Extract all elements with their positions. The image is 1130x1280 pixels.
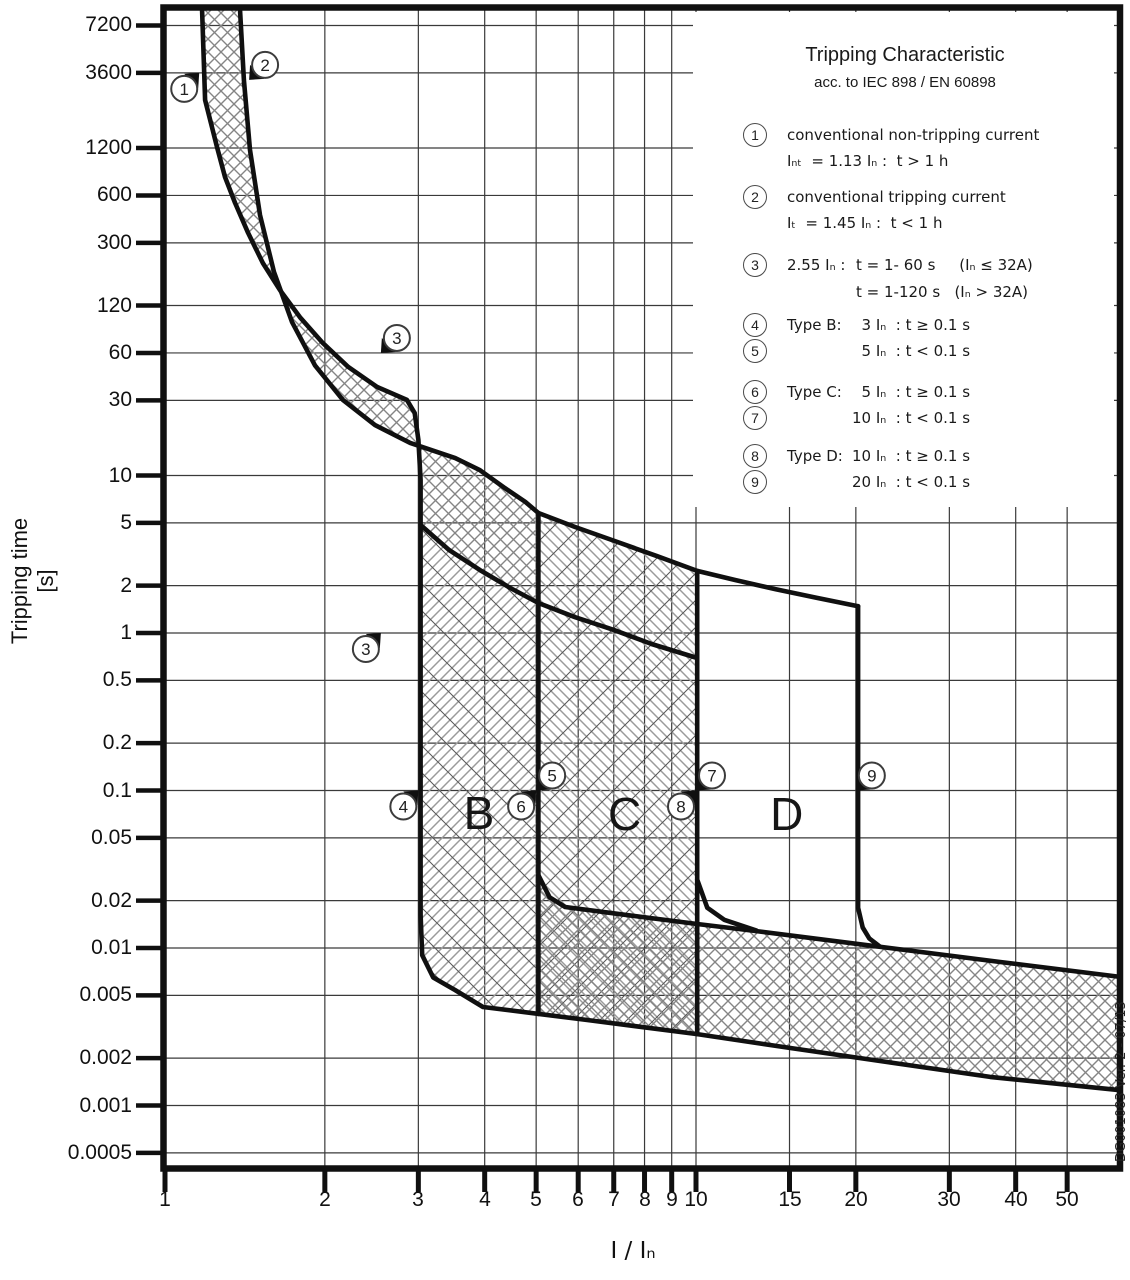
marker-number: 8 bbox=[676, 797, 686, 817]
y-tick-label: 0.2 bbox=[102, 731, 132, 754]
legend-num-6: 6 bbox=[743, 380, 767, 404]
zone-label-B: B bbox=[463, 786, 495, 839]
marker-number: 7 bbox=[707, 766, 717, 786]
legend-num-4: 4 bbox=[743, 313, 767, 337]
y-tick-label: 1 bbox=[120, 621, 132, 644]
legend-item-1-desc: conventional non-tripping current bbox=[787, 126, 1040, 144]
region-zone_b bbox=[421, 525, 539, 1014]
legend-item-8-formula: 10 Iₙ : t ≥ 0.1 s bbox=[852, 447, 971, 465]
y-tick-label: 5 bbox=[120, 511, 132, 534]
legend-num-7: 7 bbox=[743, 406, 767, 430]
x-tick-label: 8 bbox=[639, 1188, 651, 1211]
y-tick-label: 0.5 bbox=[102, 668, 132, 691]
x-tick-label: 9 bbox=[666, 1188, 678, 1211]
marker-4 bbox=[390, 791, 418, 820]
y-axis-title: Tripping time [s] bbox=[7, 517, 58, 645]
y-tick-label: 120 bbox=[96, 294, 132, 317]
legend-item-3-label: 2.55 Iₙ : bbox=[787, 256, 846, 274]
legend-item-3-line2: t = 1-120 s (Iₙ > 32A) bbox=[856, 283, 1029, 301]
marker-number: 1 bbox=[179, 79, 189, 99]
legend-num-5: 5 bbox=[743, 339, 767, 363]
legend-item-6-formula: 5 Iₙ : t ≥ 0.1 s bbox=[852, 383, 971, 401]
legend-item-4-label: Type B: bbox=[787, 316, 842, 334]
marker-number: 3 bbox=[392, 328, 402, 348]
legend-background bbox=[693, 12, 1114, 507]
x-tick-label: 20 bbox=[844, 1188, 868, 1211]
legend-item-8-label: Type D: bbox=[787, 447, 843, 465]
y-tick-label: 3600 bbox=[85, 61, 132, 84]
marker-3 bbox=[381, 325, 410, 353]
x-axis-title: I / Iₙ bbox=[610, 1238, 656, 1264]
x-tick-label: 30 bbox=[937, 1188, 961, 1211]
legend-item-2-desc: conventional tripping current bbox=[787, 188, 1006, 206]
x-tick-label: 3 bbox=[412, 1188, 424, 1211]
legend-num-8: 8 bbox=[743, 444, 767, 468]
legend-item-9-formula: 20 Iₙ : t < 0.1 s bbox=[852, 473, 971, 491]
x-tick-label: 4 bbox=[479, 1188, 491, 1211]
document-version-note: DG001083 Ver. 2 - 07/13 bbox=[1114, 1001, 1129, 1162]
marker-number: 2 bbox=[260, 55, 270, 75]
legend-item-2-formula: Iₜ = 1.45 Iₙ : t < 1 h bbox=[787, 214, 943, 232]
x-tick-label: 2 bbox=[319, 1188, 331, 1211]
marker-3 bbox=[353, 633, 381, 662]
marker-number: 4 bbox=[398, 797, 409, 817]
x-tick-label: 50 bbox=[1055, 1188, 1079, 1211]
legend-subtitle: acc. to IEC 898 / EN 60898 bbox=[814, 74, 996, 91]
legend-item-7-formula: 10 Iₙ : t < 0.1 s bbox=[852, 409, 971, 427]
y-tick-label: 0.001 bbox=[79, 1094, 132, 1117]
x-tick-label: 10 bbox=[684, 1188, 708, 1211]
legend-num-2: 2 bbox=[743, 185, 767, 209]
y-tick-label: 10 bbox=[108, 464, 132, 487]
legend-item-5-formula: 5 Iₙ : t < 0.1 s bbox=[852, 342, 971, 360]
x-tick-label: 40 bbox=[1004, 1188, 1028, 1211]
x-tick-label: 7 bbox=[608, 1188, 620, 1211]
marker-number: 9 bbox=[867, 766, 877, 786]
y-tick-label: 0.002 bbox=[79, 1046, 132, 1069]
legend-title: Tripping Characteristic bbox=[805, 44, 1005, 66]
legend-num-9: 9 bbox=[743, 470, 767, 494]
zone-label-C: C bbox=[607, 788, 642, 841]
y-tick-label: 7200 bbox=[85, 13, 132, 36]
y-tick-label: 300 bbox=[96, 231, 132, 254]
x-tick-label: 15 bbox=[778, 1188, 802, 1211]
marker-7 bbox=[696, 763, 725, 791]
legend-item-6-label: Type C: bbox=[787, 383, 842, 401]
y-tick-label: 0.0005 bbox=[67, 1141, 132, 1164]
marker-2 bbox=[249, 52, 278, 80]
y-tick-label: 1200 bbox=[85, 136, 132, 159]
y-tick-label: 0.1 bbox=[102, 779, 132, 802]
x-tick-label: 5 bbox=[530, 1188, 542, 1211]
legend-item-3-line1: t = 1- 60 s (Iₙ ≤ 32A) bbox=[856, 256, 1033, 274]
x-tick-label: 1 bbox=[159, 1188, 171, 1211]
y-tick-label: 60 bbox=[108, 341, 132, 364]
marker-number: 5 bbox=[547, 766, 557, 786]
marker-number: 6 bbox=[516, 797, 526, 817]
y-tick-label: 600 bbox=[96, 183, 132, 206]
marker-1 bbox=[171, 73, 199, 102]
x-tick-label: 6 bbox=[572, 1188, 584, 1211]
legend-item-4-formula: 3 Iₙ : t ≥ 0.1 s bbox=[852, 316, 971, 334]
marker-number: 3 bbox=[361, 640, 371, 659]
y-tick-label: 30 bbox=[108, 388, 132, 411]
legend-num-1: 1 bbox=[743, 123, 767, 147]
y-tick-label: 0.01 bbox=[91, 936, 132, 959]
legend-num-3: 3 bbox=[743, 253, 767, 277]
y-tick-label: 0.02 bbox=[91, 889, 132, 912]
zone-label-D: D bbox=[770, 788, 804, 841]
y-tick-label: 0.005 bbox=[79, 983, 132, 1006]
y-tick-label: 0.05 bbox=[91, 826, 132, 849]
y-tick-label: 2 bbox=[120, 574, 132, 597]
legend-item-1-formula: Iₙₜ = 1.13 Iₙ : t > 1 h bbox=[787, 152, 949, 170]
